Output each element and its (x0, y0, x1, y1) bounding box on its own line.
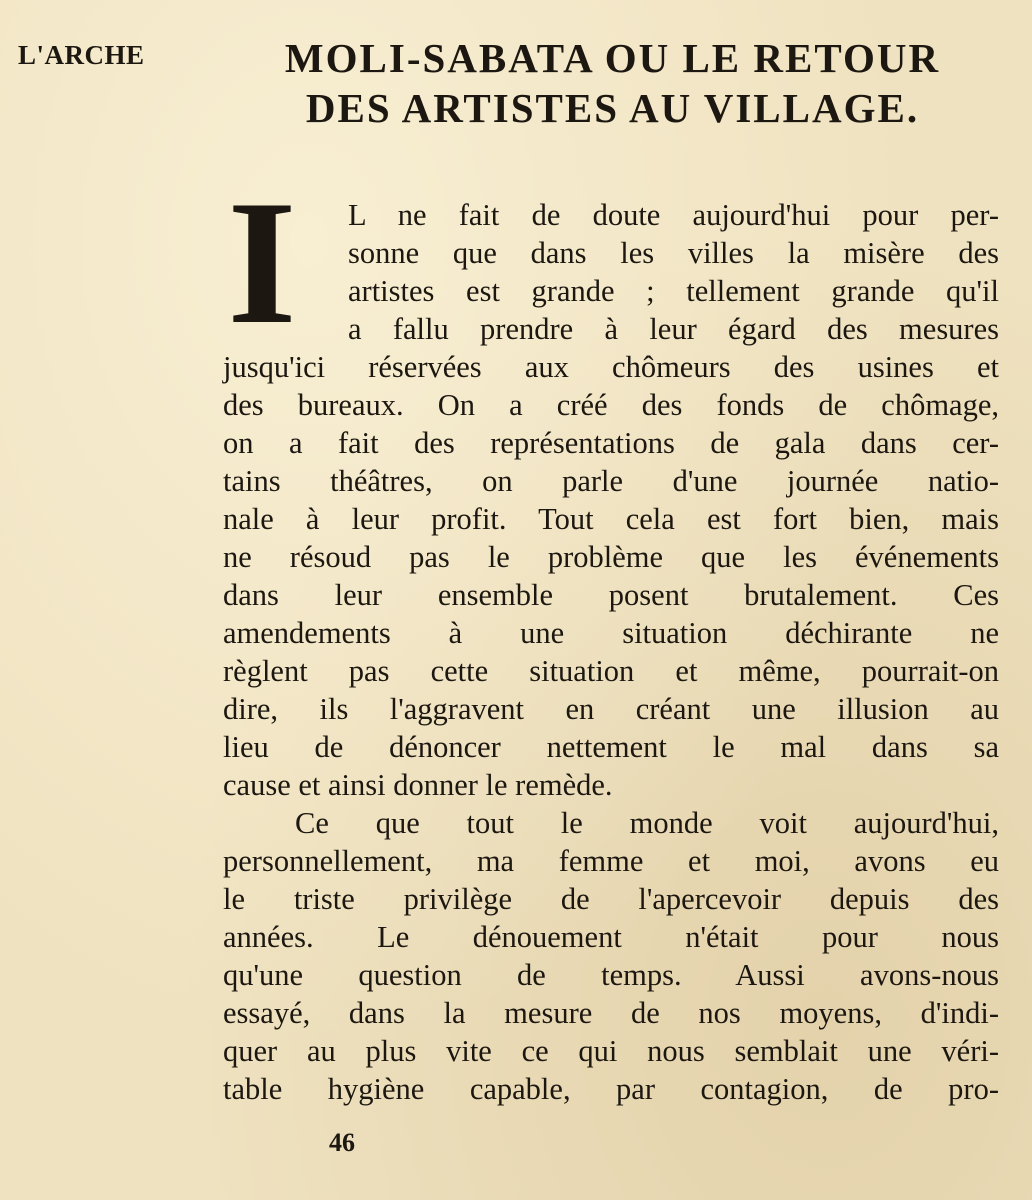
text-line: le triste privilège de l'apercevoir depuis des (223, 882, 999, 916)
drop-cap: I (227, 193, 297, 331)
text-line: sonne que dans les villes la misère des (348, 236, 999, 270)
text-line: table hygiène capable, par contagion, de pro- (223, 1072, 999, 1106)
article-body (223, 196, 999, 1108)
text-line: règlent pas cette situation et même, pourrait-on (223, 654, 999, 688)
text-line: L ne fait de doute aujourd'hui pour per- (348, 198, 999, 232)
text-line: dire, ils l'aggravent en créant une illusion au (223, 692, 999, 726)
text-line: a fallu prendre à leur égard des mesures (348, 312, 999, 346)
article-title (190, 33, 1032, 133)
text-line: années. Le dénouement n'était pour nous (223, 920, 999, 954)
text-line: nale à leur profit. Tout cela est fort bien, mais (223, 502, 999, 536)
text-line: des bureaux. On a créé des fonds de chômage, (223, 388, 999, 422)
text-line: dans leur ensemble posent brutalement. Ces (223, 578, 999, 612)
text-line: amendements à une situation déchirante ne (223, 616, 999, 650)
text-line: ne résoud pas le problème que les événements (223, 540, 999, 574)
text-line: cause et ainsi donner le remède. (223, 768, 613, 802)
text-line: Ce que tout le monde voit aujourd'hui, (295, 806, 999, 840)
text-line: artistes est grande ; tellement grande qu'il (348, 274, 999, 308)
text-line: on a fait des représentations de gala dans cer- (223, 426, 999, 460)
text-line: lieu de dénoncer nettement le mal dans sa (223, 730, 999, 764)
text-line: tains théâtres, on parle d'une journée natio- (223, 464, 999, 498)
text-line: quer au plus vite ce qui nous semblait une véri- (223, 1034, 999, 1068)
running-head: L'ARCHE (18, 40, 145, 70)
text-line: essayé, dans la mesure de nos moyens, d'indi- (223, 996, 999, 1030)
title-line-2: DES ARTISTES AU VILLAGE. (305, 85, 920, 131)
title-line-1: MOLI-SABATA OU LE RETOUR (284, 35, 941, 81)
text-line: jusqu'ici réservées aux chômeurs des usines et (223, 350, 999, 384)
text-line: personnellement, ma femme et moi, avons eu (223, 844, 999, 878)
page-number: 46 (329, 1128, 355, 1157)
text-line: qu'une question de temps. Aussi avons-nous (223, 958, 999, 992)
